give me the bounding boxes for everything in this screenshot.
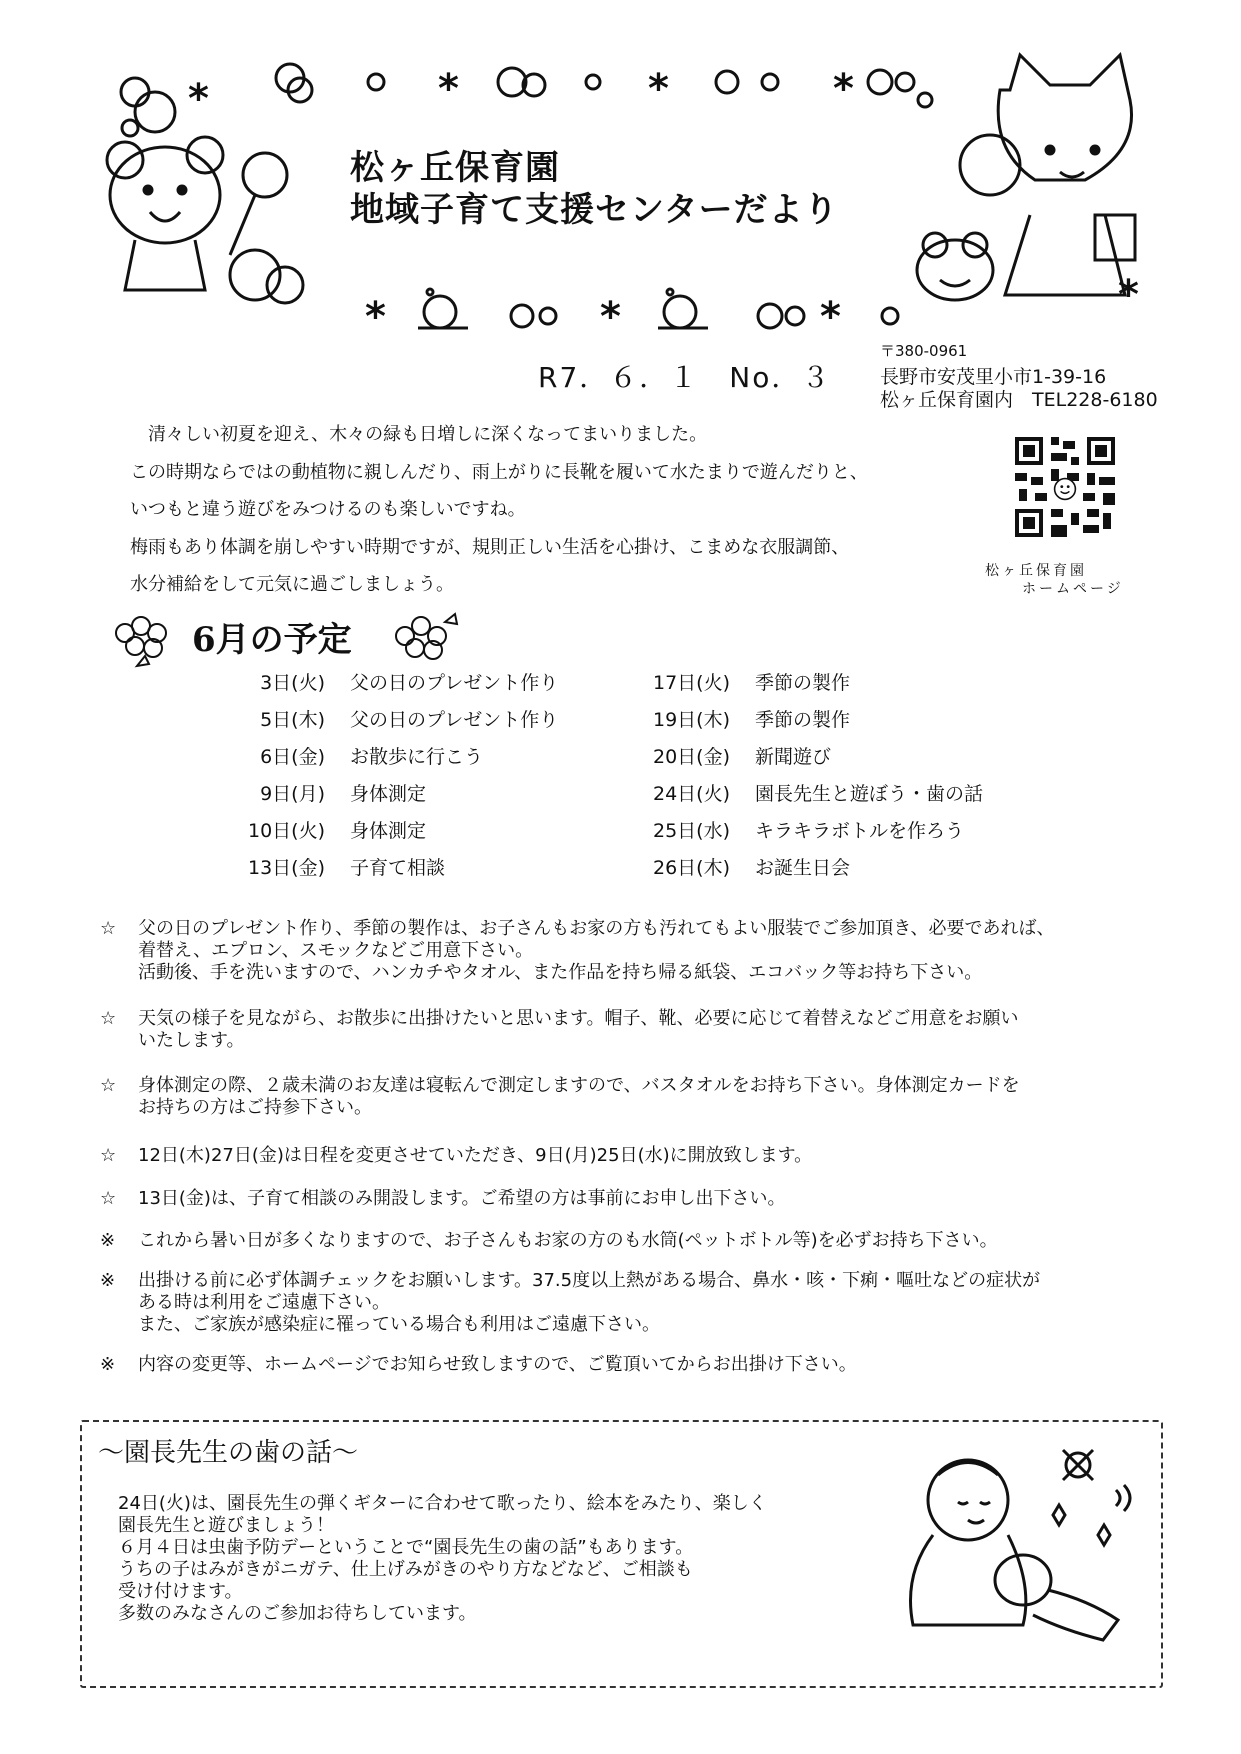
svg-text:*: *: [1118, 272, 1139, 318]
note-text: 12日(木)27日(金)は日程を変更させていただき、9日(月)25日(水)に開放致します。: [138, 1145, 813, 1166]
note-item: [100, 1270, 1140, 1336]
note-mark: ※: [100, 1230, 116, 1251]
schedule-event: キラキラボトルを作ろう: [755, 820, 965, 842]
schedule-event: 季節の製作: [755, 672, 851, 694]
note-text: 天気の様子を見ながら、お散歩に出掛けたいと思います。帽子、靴、必要に応じて着替えなどご用意をお願い いたします。: [138, 1008, 1019, 1051]
note-item: [100, 1354, 1140, 1376]
note-item: [100, 1188, 1140, 1210]
cat-illustration: [960, 55, 1135, 295]
schedule-event: お散歩に行こう: [350, 746, 484, 768]
note-mark: ※: [100, 1270, 116, 1291]
intro-line: いつもと違う遊びをみつけるのも楽しいですね。: [130, 499, 526, 520]
qr-code-icon[interactable]: [1015, 437, 1115, 537]
note-mark: ☆: [100, 1075, 117, 1096]
schedule-date: 13日(金): [247, 857, 325, 879]
svg-text:*: *: [820, 294, 841, 340]
mouse-girl-illustration: [107, 137, 303, 303]
note-text: 13日(金)は、子育て相談のみ開設します。ご希望の方は事前にお申し出下さい。: [138, 1188, 786, 1209]
svg-text:*: *: [648, 66, 669, 112]
schedule-date: 19日(木): [652, 709, 730, 731]
schedule-event: 新聞遊び: [755, 746, 832, 768]
note-text: これから暑い日が多くなりますので、お子さんもお家の方のも水筒(ペットボトル等)を必ずお持ち下さい。: [138, 1230, 998, 1251]
svg-text:*: *: [438, 66, 459, 112]
schedule-event: 子育て相談: [350, 857, 446, 879]
address-phone: 松ヶ丘保育園内 TEL228-6180: [880, 389, 1158, 411]
schedule-date: 3日(火): [260, 672, 325, 694]
note-mark: ☆: [100, 1145, 117, 1166]
schedule-event: 父の日のプレゼント作り: [350, 709, 559, 731]
note-mark: ☆: [100, 1188, 117, 1209]
schedule-date: 17日(火): [652, 672, 730, 694]
schedule-event: 身体測定: [350, 820, 427, 842]
intro-line: 水分補給をして元気に過ごしましょう。: [130, 574, 454, 595]
address: 長野市安茂里小市1-39-16: [880, 366, 1107, 388]
note-item: [100, 1075, 1140, 1119]
note-item: [100, 1008, 1140, 1052]
svg-text:*: *: [188, 76, 209, 122]
snail-icon: [418, 289, 708, 328]
note-text: 内容の変更等、ホームページでお知らせ致しますので、ご覧頂いてからお出掛け下さい。: [138, 1354, 857, 1375]
schedule-date: 10日(火): [247, 820, 325, 842]
note-item: [100, 1145, 1140, 1167]
note-text: 父の日のプレゼント作り、季節の製作は、お子さんもお家の方も汚れてもよい服装でご参加頂き、必要であれば、 着替え、エプロン、スモックなどご用意下さい。 活動後、手を洗いますので、ハンカチやタオル、また作品を持ち帰る紙袋、エコバック等お持ち下さい。: [138, 918, 1055, 983]
note-mark: ☆: [100, 918, 117, 939]
schedule-date: 26日(木): [652, 857, 730, 879]
schedule-title: 6月の予定: [192, 620, 352, 660]
svg-text:*: *: [833, 66, 854, 112]
schedule-event: 身体測定: [350, 783, 427, 805]
note-mark: ※: [100, 1354, 116, 1375]
schedule-event: お誕生日会: [755, 857, 851, 879]
qr-label-line2: ホームページ: [1022, 581, 1124, 597]
schedule-date: 5日(木): [260, 709, 325, 731]
schedule-date: 20日(金): [652, 746, 730, 768]
box-title: ～園長先生の歯の話～: [98, 1438, 359, 1468]
note-mark: ☆: [100, 1008, 117, 1029]
note-text: 出掛ける前に必ず体調チェックをお願いします。37.5度以上熱がある場合、鼻水・咳・下痢・嘔吐などの症状が ある時は利用をご遠慮下さい。 また、ご家族が感染症に罹っている場合も利用はご遠慮下さい。: [138, 1270, 1041, 1335]
frog-illustration: [917, 233, 993, 300]
header-decoration: [0, 0, 1241, 360]
tooth-brushing-illustration: [888, 1440, 1150, 1655]
svg-text:*: *: [365, 294, 386, 340]
qr-label-line1: 松ヶ丘保育園: [985, 563, 1087, 579]
svg-text:*: *: [600, 294, 621, 340]
newsletter-title-line2: 地域子育て支援センターだより: [350, 190, 839, 230]
schedule-date: 25日(水): [652, 820, 730, 842]
intro-line: 梅雨もあり体調を崩しやすい時期ですが、規則正しい生活を心掛け、こまめな衣服調節、: [130, 537, 850, 558]
schedule-date: 24日(火): [652, 783, 730, 805]
issue-number: R7．６．１ No．３: [538, 361, 832, 394]
schedule-event: 園長先生と遊ぼう・歯の話: [755, 783, 984, 805]
schedule-date: 9日(月): [260, 783, 325, 805]
note-item: [100, 918, 1140, 984]
intro-line: 清々しい初夏を迎え、木々の緑も日増しに深くなってまいりました。: [130, 424, 708, 445]
schedule-event: 父の日のプレゼント作り: [350, 672, 559, 694]
schedule-event: 季節の製作: [755, 709, 851, 731]
intro-line: この時期ならではの動植物に親しんだり、雨上がりに長靴を履いて水たまりで遊んだりと、: [130, 462, 868, 483]
newsletter-title-line1: 松ヶ丘保育園: [350, 148, 560, 188]
box-body: 24日(火)は、園長先生の弾くギターに合わせて歌ったり、絵本をみたり、楽しく 園長先生と遊びましょう！ ６月４日は虫歯予防デーということで“園長先生の歯の話”もあります。 うちの子はみがきがニガテ、仕上げみがきのやり方などなど、ご相談も 受け付けます。 多数のみなさんのご参加お待ちしています。: [118, 1493, 767, 1624]
note-item: [100, 1230, 1140, 1252]
note-text: 身体測定の際、２歳未満のお友達は寝転んで測定しますので、バスタオルをお持ち下さい。身体測定カードを お持ちの方はご持参下さい。: [138, 1075, 1020, 1118]
postal-code: 〒380-0961: [880, 342, 968, 360]
schedule-date: 6日(金): [260, 746, 325, 768]
